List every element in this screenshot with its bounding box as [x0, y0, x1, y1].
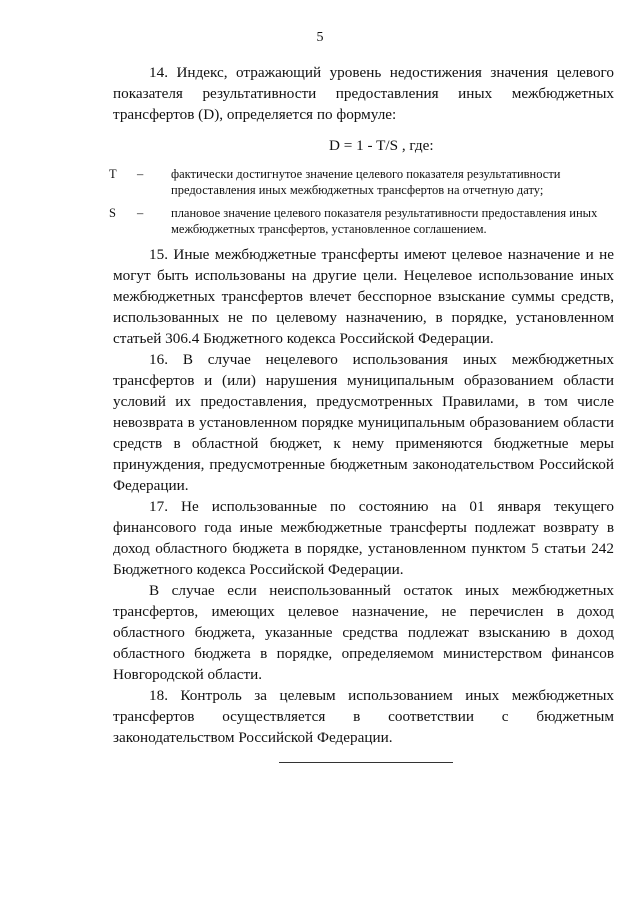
definition-dash: – — [137, 167, 144, 181]
definition-text: плановое значение целевого показателя результативности предоставления иных межбюджетных трансфертов, установленное соглашением. — [171, 206, 598, 236]
paragraph-15: 15. Иные межбюджетные трансферты имеют целевое назначение и не могут быть использованы на другие цели. Нецелевое использование иных межбюджетных трансфертов влечет бесспорное взыскание суммы средств, использованных не по целевому назначению, в порядке, установленном статьей 306.4 Бюджетного кодекса Российской Федерации. — [113, 246, 614, 347]
paragraph-18: 18. Контроль за целевым использованием иных межбюджетных трансфертов осуществляется в соответствии с бюджетным законодательством Российской Федерации. — [113, 687, 614, 746]
paragraph-17: 17. Не использованные по состоянию на 01 января текущего финансового года иные межбюджетные трансферты подлежат возврату в доход областного бюджета в порядке, установленном пунктом 5 статьи 242 Бюджетного кодекса Российской Федерации. — [113, 498, 614, 578]
definition-s — [109, 205, 614, 237]
definition-symbol: T — [109, 167, 117, 181]
paragraph-14: 14. Индекс, отражающий уровень недостижения значения целевого показателя результативности предоставления иных межбюджетных трансфертов (D), определяется по формуле: — [113, 64, 614, 123]
definition-dash: – — [137, 206, 144, 220]
definition-text: фактически достигнутое значение целевого показателя результативности предоставления иных межбюджетных трансфертов на отчетную дату; — [171, 167, 561, 197]
document-body — [109, 62, 614, 763]
closing-divider — [279, 762, 453, 763]
paragraph-17-continued: В случае если неиспользованный остаток иных межбюджетных трансфертов, имеющих целевое назначение, не перечислен в доход областного бюджета, указанные средства подлежат взысканию в доход областного бюджета в порядке, определяемом министерством финансов Новгородской области. — [113, 582, 614, 683]
paragraph-16: 16. В случае нецелевого использования иных межбюджетных трансфертов и (или) нарушения муниципальным образованием области условий их предоставления, предусмотренных Правилами, в том числе невозврата в установленном порядке муниципальным образованием области средств в областной бюджет, к нему применяются бюджетные меры принуждения, предусмотренные бюджетным законодательством Российской Федерации. — [113, 351, 614, 494]
formula: D = 1 - T/S , где: — [329, 137, 434, 154]
definition-t — [109, 166, 614, 198]
page-number: 5 — [316, 30, 324, 45]
definition-symbol: S — [109, 206, 116, 220]
